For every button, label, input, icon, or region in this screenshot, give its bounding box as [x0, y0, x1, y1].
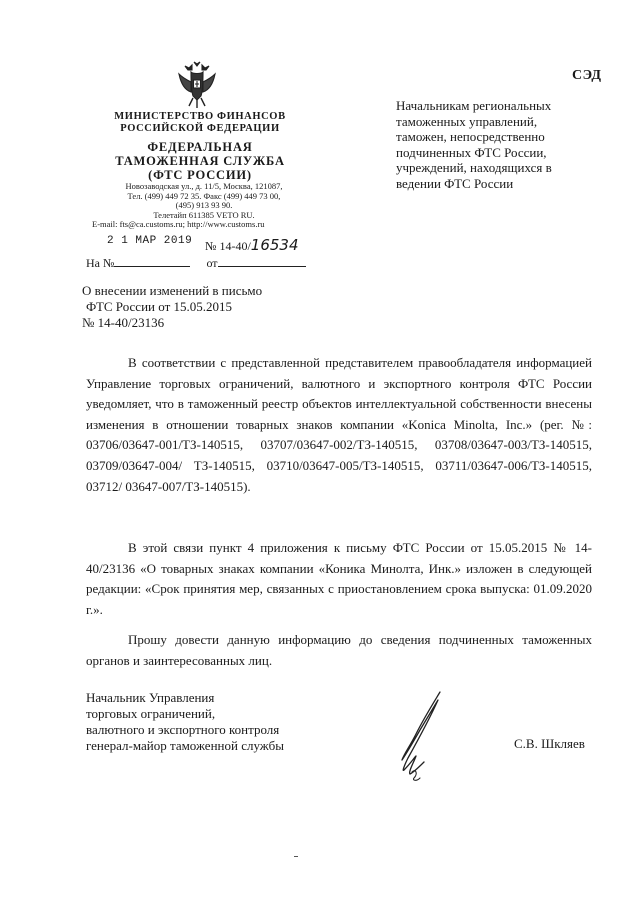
recipient-line: таможен, непосредственно	[396, 129, 545, 145]
service-line-3: (ФТС РОССИИ)	[148, 168, 252, 182]
coat-of-arms-emblem	[175, 60, 219, 110]
ministry-line-2: РОССИЙСКОЙ ФЕДЕРАЦИИ	[120, 123, 280, 134]
body-paragraph-2	[86, 538, 592, 620]
body-paragraph-2-text: В этой связи пункт 4 приложения к письму ФТС России от 15.05.2015 № 14-40/23136 «О товарных знаках компании «Коника Минолта, Инк.» изложен в следующей редакции: «Срок принятия мер, связанных с приостановлением срока выпуска: 01.09.2020 г.».	[86, 540, 592, 617]
subject-block	[82, 283, 312, 331]
signatory-title-line: генерал-майор таможенной службы	[86, 738, 284, 753]
signer-name: С.В. Шкляев	[514, 736, 585, 751]
handwritten-signature	[394, 688, 450, 788]
recipient-line: Начальникам региональных	[396, 98, 552, 113]
contact-teletype: Телетайп 611385 VETO RU.	[153, 209, 255, 220]
service-line-2: ТАМОЖЕННАЯ СЛУЖБА	[115, 154, 285, 168]
subject-line: № 14-40/23136	[82, 315, 165, 330]
signatory-title-line: валютного и экспортного контроля	[86, 722, 280, 737]
contact-info	[92, 182, 316, 230]
signatory-title	[86, 690, 336, 754]
page-mark	[294, 856, 298, 857]
recipient-line: ведении ФТС России	[396, 175, 514, 191]
recipient-line: учреждений, находящихся в	[396, 160, 552, 176]
document-number-handwritten: 16534	[250, 236, 299, 254]
signatory-title-line: торговых ограничений,	[86, 706, 216, 721]
recipient-line: подчиненных ФТС России,	[396, 144, 547, 160]
date-stamp: 2 1 MAP 2019	[107, 235, 193, 247]
body-paragraph-3-text: Прошу довести данную информацию до сведения подчиненных таможенных органов и заинтересованных лиц.	[86, 632, 592, 668]
reference-date-blank	[218, 257, 306, 267]
ministry-line-1: МИНИСТЕРСТВО ФИНАНСОВ	[114, 111, 286, 122]
document-number-prefix: № 14-40/	[205, 239, 251, 253]
service-name	[100, 140, 300, 182]
service-line-1: ФЕДЕРАЛЬНАЯ	[147, 140, 253, 154]
sed-label: СЭД	[572, 68, 602, 83]
reference-number-blank	[114, 257, 190, 267]
reference-number-label: На №	[86, 256, 115, 270]
reference-line	[86, 256, 306, 271]
contact-phone: Тел. (499) 449 72 35. Факс (499) 449 73 00,	[127, 190, 281, 201]
signatory-title-line: Начальник Управления	[86, 690, 215, 705]
recipient-line: таможенных управлений,	[396, 113, 538, 129]
reference-from-label: от	[206, 256, 218, 270]
contact-address: Новозаводская ул., д. 11/5, Москва, 121087,	[125, 181, 283, 191]
contact-phone-2: (495) 913 93 90.	[175, 200, 233, 211]
body-paragraph-1-text: В соответствии с представленной представителем правообладателя информацией Управление торговых ограничений, валютного и экспортного контроля ФТС России уведомляет, что в таможенный реестр объектов интеллектуальной собственности внесены изменения в отношении товарных знаков компании «Konica Minolta, Inc.» (рег. №: 03706/03647-001/ТЗ-140515, 03707/03647-002/ТЗ-140515, 03708/03647-003/ТЗ-140515, 03709/03647-004/ ТЗ-140515, 03710/03647-005/ТЗ-140515, 03711/03647-006/ТЗ-140515, 03712/ 03647-007/ТЗ-140515).	[86, 355, 592, 494]
document-number	[205, 236, 299, 254]
recipients-block	[396, 98, 596, 192]
subject-line: О внесении изменений в письмо	[82, 283, 263, 298]
subject-line: ФТС России от 15.05.2015	[86, 299, 233, 314]
body-paragraph-1	[86, 353, 592, 497]
contact-email: E-mail: fts@ca.customs.ru; http://www.customs.ru	[92, 219, 265, 230]
ministry-name	[100, 111, 300, 135]
body-paragraph-3	[86, 630, 592, 671]
